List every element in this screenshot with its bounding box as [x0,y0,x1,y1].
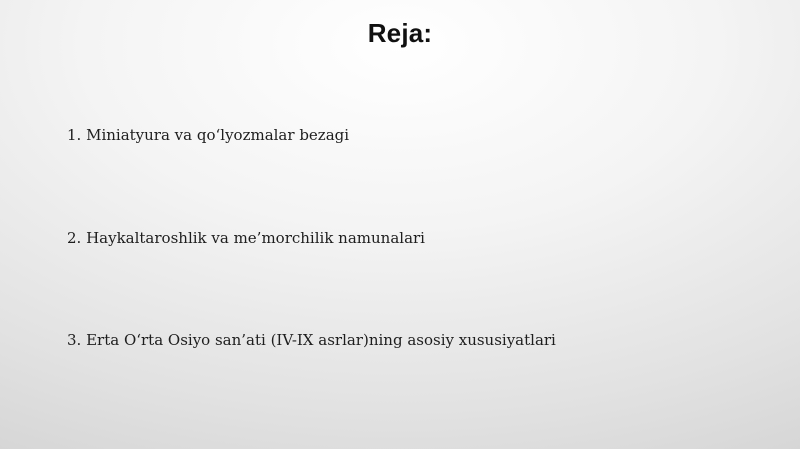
list-item: 3. Erta O‘rta Osiyo san’ati (IV-IX asrlar)ning asosiy xususiyatlari [67,331,556,349]
list-item: 2. Haykaltaroshlik va me’morchilik namunalari [67,229,425,247]
list-item: 1. Miniatyura va qo‘lyozmalar bezagi [67,126,350,144]
slide-title: Reja: [367,18,433,48]
